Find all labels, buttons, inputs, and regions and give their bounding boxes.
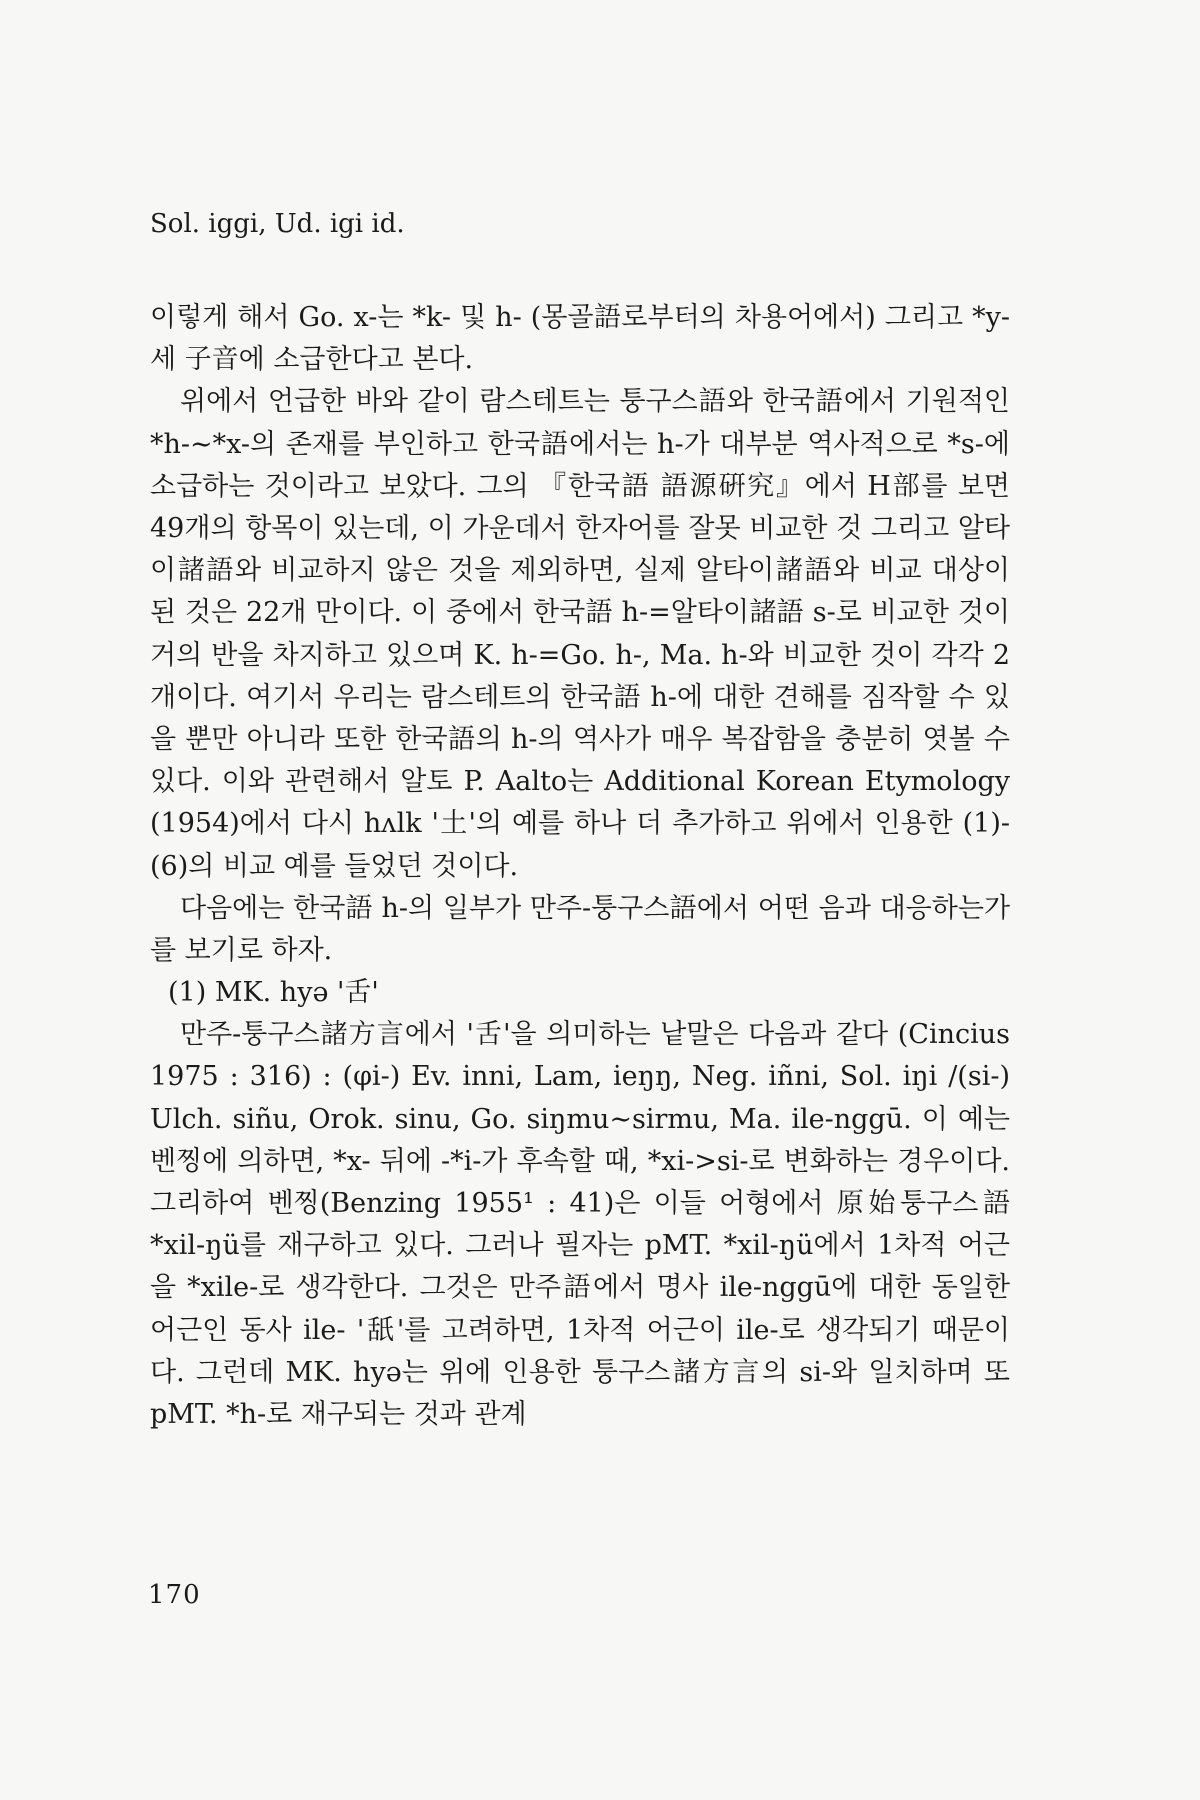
page-number: 170 — [148, 1580, 201, 1610]
section-paragraph: 만주-퉁구스諸方言에서 '舌'을 의미하는 낱말은 다음과 같다 (Cincius 1975 : 316) : (φi-) Ev. inni, Lam, ieŋŋ, Neg. iñni, Sol. iŋi /(si-) Ulch. siñu, Orok. sinu, Go. siŋmu∼sirmu, Ma. ile-nggū. 이 예는 벤찡에 의하면, *x- 뒤에 -*i-가 후속할 때, *xi->si-로 변화하는 경우이다. 그리하여 벤찡(Benzing 1955¹ : 41)은 이들 어형에서 原始퉁구스語 *xil-ŋü를 재구하고 있다. 그러나 필자는 pMT. *xil-ŋü에서 1차적 어근을 *xile-로 생각한다. 그것은 만주語에서 명사 ile-nggū에 대한 동일한 어근인 동사 ile- '舐'를 고려하면, 1차적 어근이 ile-로 생각되기 때문이다. 그런데 MK. hyə는 위에 인용한 퉁구스諸方言의 si-와 일치하며 또 pMT. *h-로 재구되는 것과 관계 — [150, 1019, 1010, 1431]
page-body — [150, 203, 1010, 1436]
section-heading: (1) MK. hyə '舌' — [168, 977, 379, 1009]
paragraph-3: 다음에는 한국語 h-의 일부가 만주-퉁구스語에서 어떤 음과 대응하는가를 보기로 하자. — [150, 892, 1010, 967]
source-line: Sol. iggi, Ud. igi id. — [150, 209, 405, 239]
paragraph-1: 이렇게 해서 Go. x-는 *k- 및 h- (몽골語로부터의 차용어에서) 그리고 *y- 세 子音에 소급한다고 본다. — [150, 302, 1010, 376]
paragraph-2: 위에서 언급한 바와 같이 람스테트는 퉁구스語와 한국語에서 기원적인 *h-∼*x-의 존재를 부인하고 한국語에서는 h-가 대부분 역사적으로 *s-에 소급하는 것이라고 보았다. 그의 『한국語 語源硏究』에서 H部를 보면 49개의 항목이 있는데, 이 가운데서 한자어를 잘못 비교한 것 그리고 알타이諸語와 비교하지 않은 것을 제외하면, 실제 알타이諸語와 비교 대상이 된 것은 22개 만이다. 이 중에서 한국語 h-=알타이諸語 s-로 비교한 것이 거의 반을 차지하고 있으며 K. h-=Go. h-, Ma. h-와 비교한 것이 각각 2개이다. 여기서 우리는 람스테트의 한국語 h-에 대한 견해를 짐작할 수 있을 뿐만 아니라 또한 한국語의 h-의 역사가 매우 복잡함을 충분히 엿볼 수 있다. 이와 관련해서 알토 P. Aalto는 Additional Korean Etymology (1954)에서 다시 hʌlk '土'의 예를 하나 더 추가하고 위에서 인용한 (1)-(6)의 비교 예를 들었던 것이다. — [150, 386, 1010, 882]
